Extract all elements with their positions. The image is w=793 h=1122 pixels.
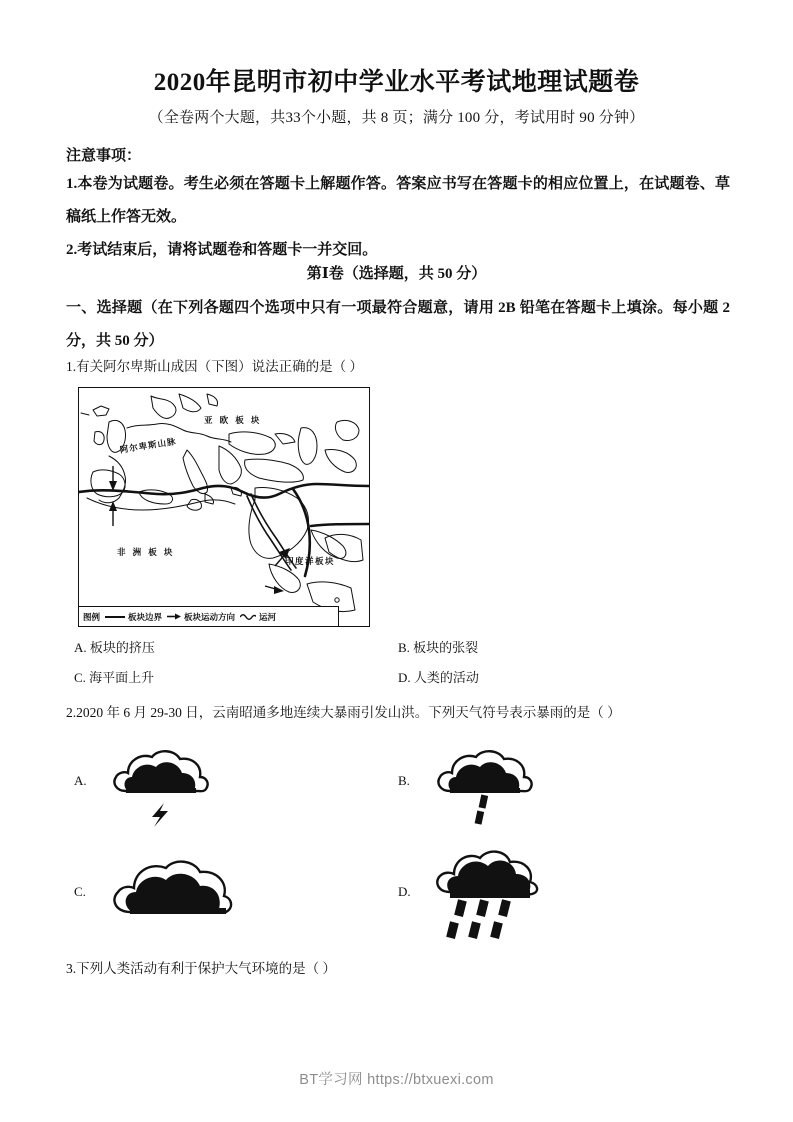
option-key: A.: [74, 640, 87, 655]
legend-label-plate-boundary: 板块边界: [128, 611, 163, 622]
option-key: B.: [398, 640, 410, 655]
option-key: D.: [398, 670, 411, 685]
page-subtitle: （全卷两个大题，共33个小题，共 8 页；满分 100 分，考试用时 90 分钟）: [148, 110, 645, 126]
option-text: 人类的活动: [413, 670, 479, 685]
question-1-option-b[interactable]: [398, 638, 478, 658]
question-2-stem: 2.2020 年 6 月 29-30 日，云南昭通多地连续大暴雨引发山洪。下列天气符号表示暴雨的是（ ）: [66, 705, 621, 720]
legend-label-plate-motion: 板块运动方向: [184, 611, 236, 622]
option-text: 海平面上升: [89, 670, 155, 685]
legend-entry-canal: [240, 611, 276, 623]
question-1-option-c[interactable]: [74, 668, 154, 688]
legend-label-canal: 运河: [259, 611, 277, 622]
page-title: 2020年昆明市初中学业水平考试地理试题卷: [153, 69, 640, 96]
light-rain-icon[interactable]: [432, 747, 542, 832]
map-label-indian-ocean-plate: 印度洋板块: [285, 556, 336, 566]
map-label-eurasian-plate: 亚 欧 板 块: [204, 415, 262, 425]
legend-entry-plate-boundary: [105, 611, 162, 623]
notice-item-1: 1.本卷为试题卷。考生必须在答题卡上解题作答。答案应书写在答题卡的相应位置上，在试题卷、草稿纸上作答无效。: [66, 176, 730, 225]
question-1-option-a[interactable]: [74, 638, 155, 658]
part-one-title: 第Ⅰ卷（选择题，共 50 分）: [306, 266, 487, 282]
notice-label: 注意事项：: [66, 148, 142, 164]
option-text: 板块的张裂: [413, 640, 479, 655]
question-1-option-d[interactable]: [398, 668, 479, 688]
question-3-stem: 3.下列人类活动有利于保护大气环境的是（ ）: [66, 961, 336, 976]
question-2-option-a-key[interactable]: A.: [74, 773, 87, 788]
plate-boundary-line-icon: [105, 616, 125, 618]
question-1-stem: 1.有关阿尔卑斯山成因（下图）说法正确的是（ ）: [66, 359, 363, 374]
heavy-rain-icon[interactable]: [432, 848, 547, 948]
map-legend: [79, 606, 339, 626]
question-2-option-b-key[interactable]: B.: [398, 773, 410, 788]
overcast-cloud-icon[interactable]: [108, 858, 238, 935]
canal-line-icon: [240, 613, 256, 620]
thunderstorm-icon[interactable]: [108, 747, 218, 832]
plate-motion-arrow-icon: [167, 612, 181, 621]
map-legend-title: 图例: [83, 611, 101, 622]
option-key: C.: [74, 670, 86, 685]
question-1-figure: [78, 387, 370, 627]
option-text: 板块的挤压: [89, 640, 155, 655]
notice-item-2: 2.考试结束后，请将试题卷和答题卡一并交回。: [66, 242, 378, 258]
footer-watermark: BT学习网 https://btxuexi.com: [299, 1072, 494, 1088]
legend-entry-plate-motion: [167, 611, 235, 623]
question-2-option-c-key[interactable]: C.: [74, 884, 86, 899]
map-label-alps: 阿尔卑斯山脉: [119, 436, 178, 455]
map-label-african-plate: 非 洲 板 块: [117, 547, 175, 557]
section-one-heading: 一、选择题（在下列各题四个选项中只有一项最符合题意，请用 2B 铅笔在答题卡上填涂。每小题 2 分，共 50 分）: [66, 300, 730, 349]
question-2-option-d-key[interactable]: D.: [398, 884, 411, 899]
